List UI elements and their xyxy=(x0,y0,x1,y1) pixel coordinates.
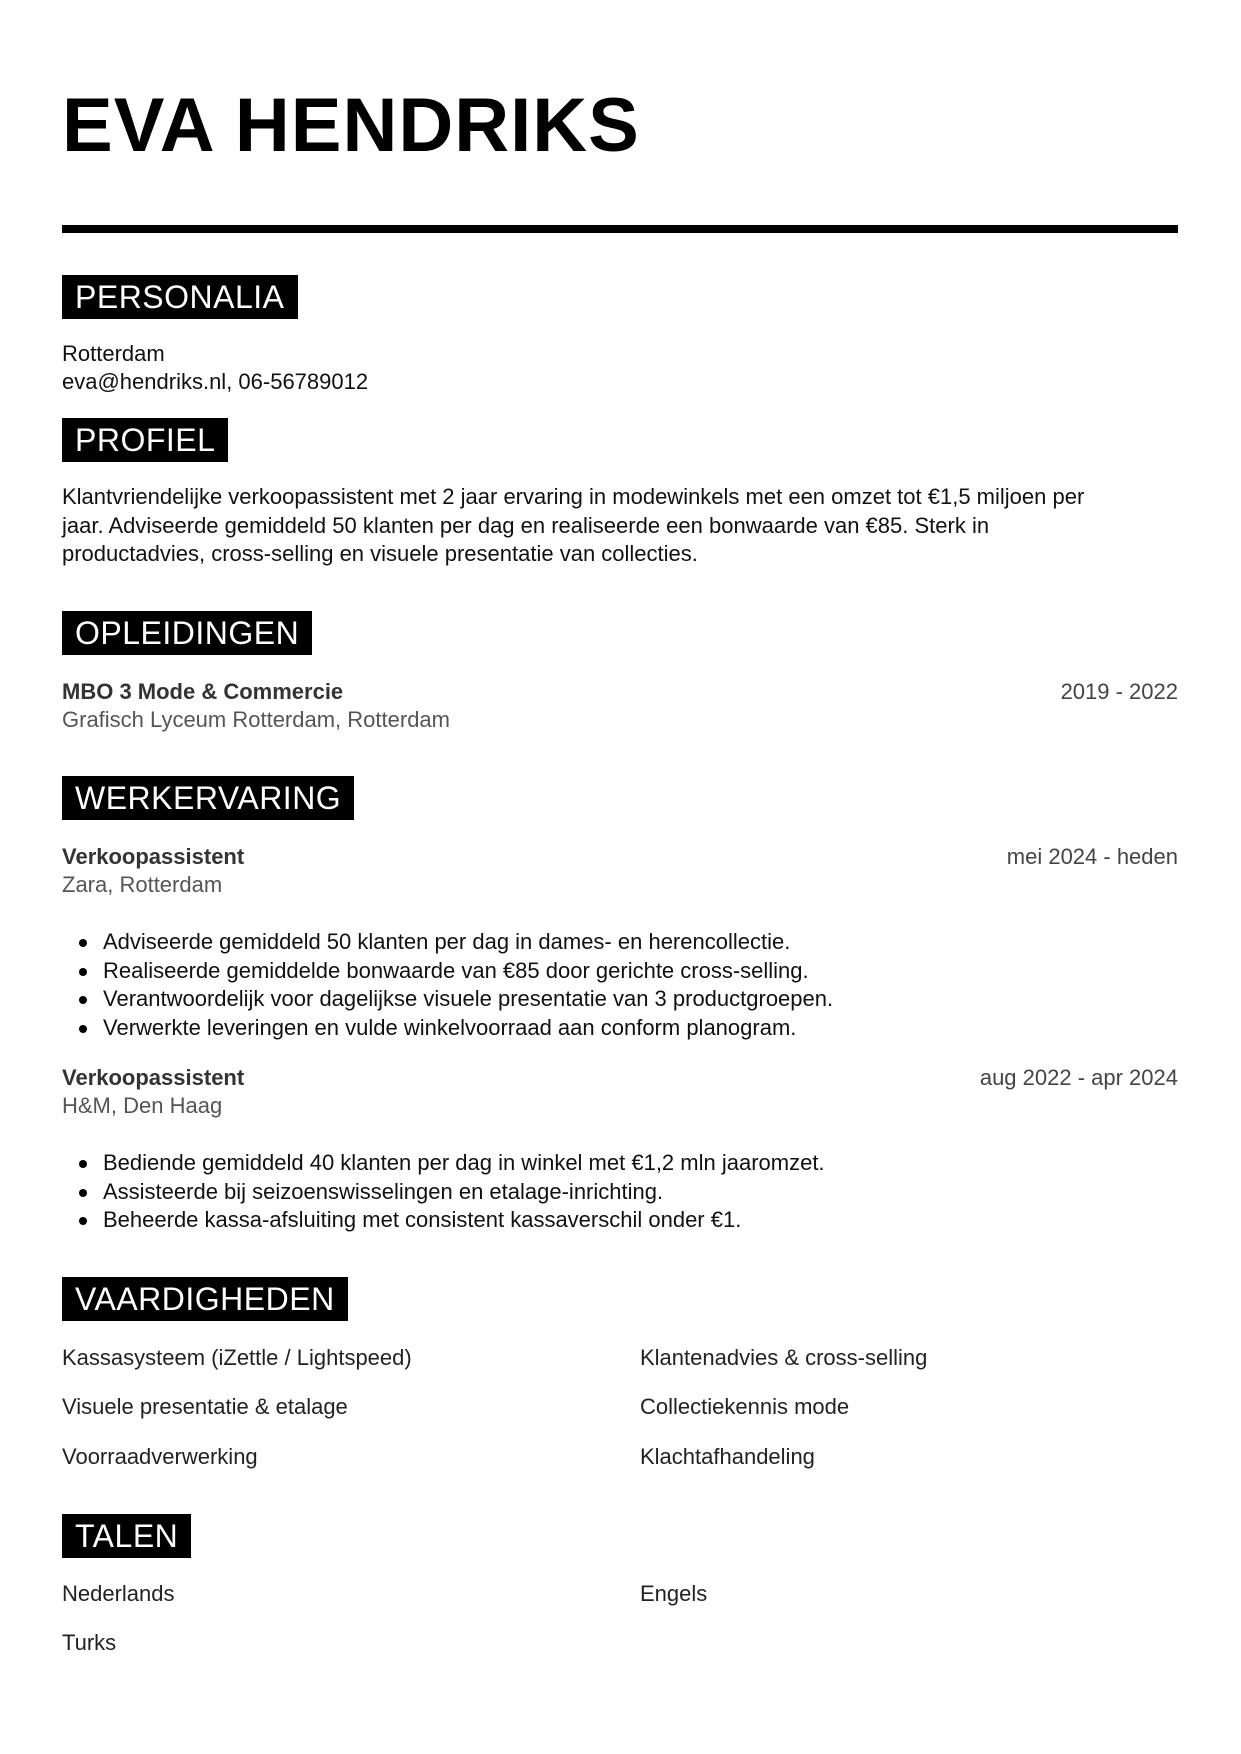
candidate-name: EVA HENDRIKS xyxy=(62,83,640,168)
job-entry-header xyxy=(62,843,1178,871)
section-heading-personalia: PERSONALIA xyxy=(62,275,298,319)
job-company: Zara, Rotterdam xyxy=(62,872,223,897)
job-title: Verkoopassistent xyxy=(62,844,245,869)
list-item: Verantwoordelijk voor dagelijkse visuele presentatie van 3 productgroepen. xyxy=(103,985,1178,1014)
list-item: Realiseerde gemiddelde bonwaarde van €85 door gerichte cross-selling. xyxy=(103,957,1178,986)
profiel-line: jaar. Adviseerde gemiddeld 50 klanten per dag en realiseerde een bonwaarde van €85. Sterk in xyxy=(62,512,990,538)
section-heading-werkervaring: WERKERVARING xyxy=(62,776,354,820)
list-item: Verwerkte leveringen en vulde winkelvoorraad aan conform planogram. xyxy=(103,1014,1178,1043)
language-item: Turks xyxy=(62,1630,117,1655)
skill-item: Visuele presentatie & etalage xyxy=(62,1394,348,1419)
profiel-text xyxy=(62,483,1178,569)
skill-item: Voorraadverwerking xyxy=(62,1444,258,1469)
personalia-contact: eva@hendriks.nl, 06-56789012 xyxy=(62,369,369,394)
list-item: Assisteerde bij seizoenswisselingen en etalage-inrichting. xyxy=(103,1178,1178,1207)
education-period: 2019 - 2022 xyxy=(1060,679,1178,704)
skill-item: Collectiekennis mode xyxy=(640,1394,850,1419)
section-heading-talen: TALEN xyxy=(62,1514,191,1558)
job-company: H&M, Den Haag xyxy=(62,1093,223,1118)
header-divider xyxy=(62,225,1178,233)
section-heading-vaardigheden: VAARDIGHEDEN xyxy=(62,1277,348,1321)
language-item: Nederlands xyxy=(62,1581,175,1606)
section-heading-opleidingen: OPLEIDINGEN xyxy=(62,611,312,655)
skill-item: Klantenadvies & cross-selling xyxy=(640,1345,928,1370)
job-bullet-list xyxy=(62,1149,1178,1235)
profiel-line: Klantvriendelijke verkoopassistent met 2 jaar ervaring in modewinkels met een omzet tot €1,5 miljoen per xyxy=(62,484,1085,509)
list-item: Bediende gemiddeld 40 klanten per dag in winkel met €1,2 mln jaaromzet. xyxy=(103,1149,1178,1178)
section-heading-profiel: PROFIEL xyxy=(62,418,228,462)
job-entry-header xyxy=(62,1064,1178,1092)
profiel-line: productadvies, cross-selling en visuele presentatie van collecties. xyxy=(62,541,698,566)
list-item: Adviseerde gemiddeld 50 klanten per dag in dames- en herencollectie. xyxy=(103,928,1178,957)
job-bullet-list xyxy=(62,928,1178,1042)
education-school: Grafisch Lyceum Rotterdam, Rotterdam xyxy=(62,707,450,732)
job-period: aug 2022 - apr 2024 xyxy=(979,1065,1178,1090)
list-item: Beheerde kassa-afsluiting met consistent kassaverschil onder €1. xyxy=(103,1206,1178,1235)
language-item: Engels xyxy=(640,1581,708,1606)
personalia-city: Rotterdam xyxy=(62,341,165,366)
skill-item: Klachtafhandeling xyxy=(640,1444,815,1469)
education-title: MBO 3 Mode & Commercie xyxy=(62,679,344,704)
education-entry-header xyxy=(62,678,1178,706)
job-period: mei 2024 - heden xyxy=(1006,844,1178,869)
job-title: Verkoopassistent xyxy=(62,1065,245,1090)
skill-item: Kassasysteem (iZettle / Lightspeed) xyxy=(62,1345,412,1370)
